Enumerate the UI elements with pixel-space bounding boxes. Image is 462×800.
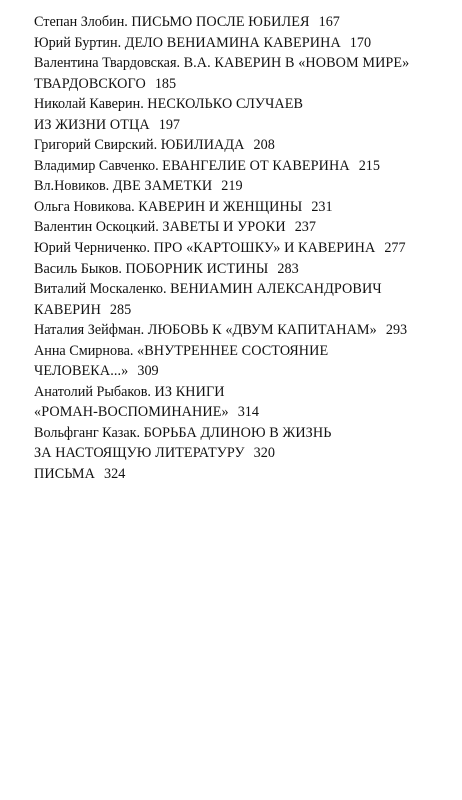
toc-title: БОРЬБА ДЛИНОЮ В ЖИЗНЬ: [143, 424, 332, 441]
toc-title: КАВЕРИН И ЖЕНЩИНЫ: [138, 198, 303, 215]
toc-page-number: 277: [384, 240, 406, 257]
toc-page-number: 170: [349, 34, 372, 51]
toc-author: Валентин Оскоцкий.: [34, 219, 159, 236]
toc-author: Валентина Твардовская.: [34, 55, 181, 72]
toc-author: Вольфганг Казак.: [34, 424, 141, 441]
toc-author: Виталий Москаленко.: [34, 281, 167, 298]
toc-page-number: 237: [294, 219, 316, 236]
toc-title: ПОБОРНИК ИСТИНЫ: [125, 260, 269, 277]
toc-title: ЮБИЛИАДА: [160, 137, 245, 154]
toc-line: [34, 197, 444, 218]
toc-author: Василь Быков.: [34, 260, 122, 277]
toc-line: [34, 320, 444, 341]
toc-author: Григорий Свирский.: [34, 137, 158, 154]
toc-line: [34, 115, 444, 136]
toc-page-number: 314: [237, 404, 259, 421]
toc-line: [34, 238, 444, 259]
toc-line: [34, 443, 444, 464]
toc-author: Ольга Новикова.: [34, 198, 135, 215]
toc-title: ВЕНИАМИН АЛЕКСАНДРОВИЧ: [170, 281, 382, 298]
toc-line: [34, 94, 444, 115]
toc-page-number: 283: [277, 260, 299, 277]
table-of-contents: [34, 12, 444, 485]
toc-author: Вл.Новиков.: [34, 178, 110, 195]
toc-title: ЗАВЕТЫ И УРОКИ: [162, 219, 286, 236]
toc-line: [34, 464, 444, 485]
toc-author: Владимир Савченко.: [34, 157, 159, 174]
toc-line: [34, 279, 444, 300]
toc-line: [34, 12, 444, 33]
toc-author: Юрий Буртин.: [34, 34, 122, 51]
toc-title: «ВНУТРЕННЕЕ СОСТОЯНИЕ: [137, 342, 329, 359]
toc-line: [34, 156, 444, 177]
toc-title: ПИСЬМА: [34, 466, 95, 483]
toc-page-number: 197: [158, 116, 180, 133]
toc-title: ИЗ ЖИЗНИ ОТЦА: [34, 116, 150, 133]
toc-title: ЛЮБОВЬ К «ДВУМ КАПИТАНАМ»: [147, 322, 377, 339]
toc-page-number: 215: [358, 157, 380, 174]
toc-page-number: 285: [109, 301, 132, 318]
toc-line: [34, 33, 444, 54]
toc-author: Наталия Зейфман.: [34, 322, 145, 339]
toc-title: «РОМАН-ВОСПОМИНАНИЕ»: [34, 404, 229, 421]
toc-title: ЧЕЛОВЕКА...»: [34, 363, 129, 380]
toc-page-number: 185: [154, 75, 177, 92]
toc-title: ТВАРДОВСКОГО: [34, 75, 146, 92]
toc-page-number: 320: [253, 445, 275, 462]
toc-title: ЗА НАСТОЯЩУЮ ЛИТЕРАТУРУ: [34, 445, 245, 462]
toc-line: [34, 402, 444, 423]
toc-line: [34, 300, 444, 321]
toc-title: ПРО «КАРТОШКУ» И КАВЕРИНА: [153, 240, 376, 257]
toc-author: Николай Каверин.: [34, 96, 144, 113]
toc-line: [34, 217, 444, 238]
toc-title: В.А. КАВЕРИН В «НОВОМ МИРЕ»: [183, 55, 410, 72]
toc-author: Анна Смирнова.: [34, 342, 134, 359]
toc-line: [34, 259, 444, 280]
toc-page-number: 167: [318, 14, 340, 30]
toc-page-number: 293: [385, 322, 408, 339]
toc-author: Анатолий Рыбаков.: [34, 383, 151, 400]
toc-author: Степан Злобин.: [34, 14, 128, 30]
toc-line: [34, 423, 444, 444]
toc-line: [34, 74, 444, 95]
toc-line: [34, 382, 444, 403]
toc-title: ИЗ КНИГИ: [154, 383, 225, 400]
toc-line: [34, 135, 444, 156]
toc-title: КАВЕРИН: [34, 301, 101, 318]
toc-page-number: 309: [137, 363, 159, 380]
toc-title: ДВЕ ЗАМЕТКИ: [112, 178, 213, 195]
toc-title: ДЕЛО ВЕНИАМИНА КАВЕРИНА: [124, 34, 341, 51]
toc-title: НЕСКОЛЬКО СЛУЧАЕВ: [147, 96, 304, 113]
toc-page-number: 231: [311, 198, 333, 215]
toc-line: [34, 341, 444, 362]
toc-title: ЕВАНГЕЛИЕ ОТ КАВЕРИНА: [162, 157, 350, 174]
toc-title: ПИСЬМО ПОСЛЕ ЮБИЛЕЯ: [131, 14, 310, 30]
toc-author: Юрий Черниченко.: [34, 240, 151, 257]
toc-page-number: 208: [253, 137, 275, 154]
toc-page-number: 324: [104, 466, 126, 483]
toc-page-number: 219: [221, 178, 243, 195]
toc-line: [34, 361, 444, 382]
toc-line: [34, 176, 444, 197]
toc-line: [34, 53, 444, 74]
